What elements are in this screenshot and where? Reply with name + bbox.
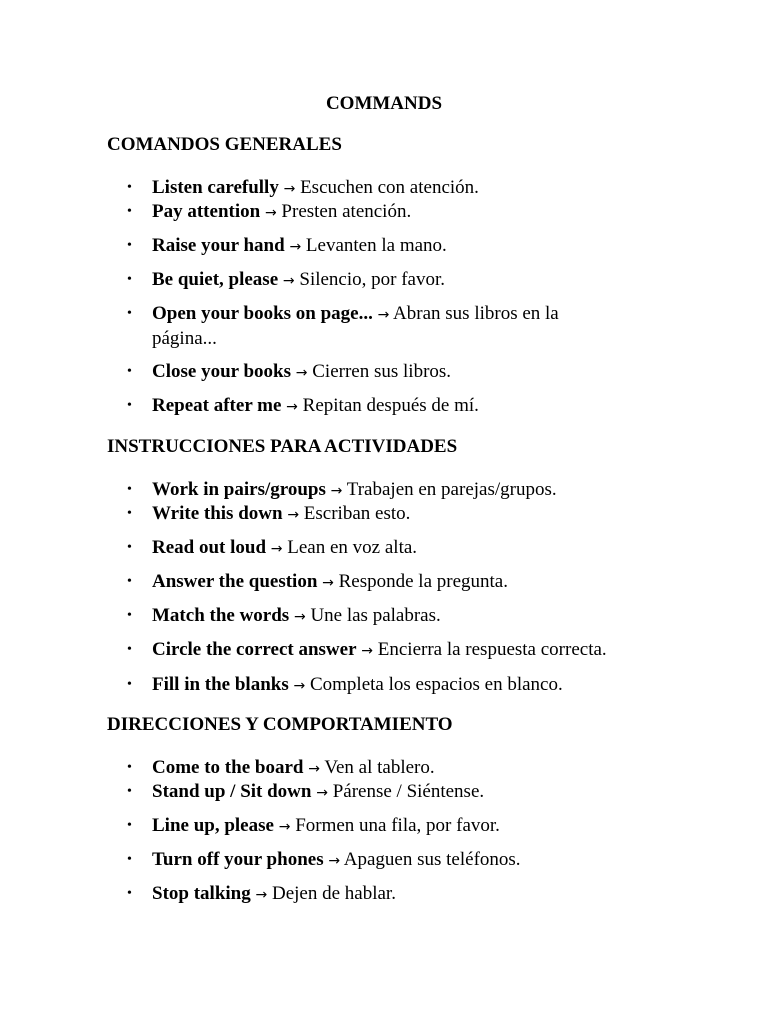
command-spanish: Cierren sus libros. [312,361,452,382]
command-spanish: Apaguen sus teléfonos. [343,849,521,870]
bullet: • [127,204,132,219]
arrow-icon: → [289,239,302,255]
document-title: COMMANDS [325,93,443,114]
command-english: Pay attention [152,201,261,222]
command-english: Fill in the blanks [152,674,289,695]
bullet: • [127,677,132,692]
bullet: • [127,238,132,253]
command-spanish: Escriban esto. [303,503,411,524]
command-english: Read out loud [152,537,267,558]
command-spanish: Lean en voz alta. [287,537,418,558]
command-spanish: Repitan después de mí. [302,395,479,416]
bullet: • [127,180,132,195]
bullet: • [127,642,132,657]
command-english: Turn off your phones [152,849,324,870]
command-spanish: Trabajen en parejas/grupos. [346,479,557,500]
bullet: • [127,364,132,379]
section-heading-activities: INSTRUCCIONES PARA ACTIVIDADES [107,436,458,457]
arrow-icon: → [278,819,291,835]
command-english: Come to the board [152,757,304,778]
arrow-icon: → [255,887,268,903]
command-spanish: Responde la pregunta. [338,571,508,592]
arrow-icon: → [295,365,308,381]
command-spanish: Escuchen con atención. [300,177,479,198]
command-spanish: Silencio, por favor. [299,269,446,290]
bullet: • [127,760,132,775]
command-spanish: Completa los espacios en blanco. [309,674,563,695]
section-heading-general: COMANDOS GENERALES [107,134,342,155]
command-english: Repeat after me [152,395,282,416]
bullet: • [127,574,132,589]
arrow-icon: → [308,761,320,777]
bullet: • [127,272,132,287]
arrow-icon: → [270,541,283,557]
command-english: Match the words [152,605,290,626]
arrow-icon: → [283,181,296,197]
command-spanish: Levanten la mano. [305,235,447,256]
arrow-icon: → [377,307,390,323]
bullet: • [127,608,132,623]
command-spanish: Encierra la respuesta correcta. [377,639,607,660]
arrow-icon: → [264,205,277,221]
command-spanish: Formen una fila, por favor. [295,815,500,836]
bullet: • [127,886,132,901]
arrow-icon: → [293,678,306,694]
command-english: Listen carefully [152,177,279,198]
section-heading-behavior: DIRECCIONES Y COMPORTAMIENTO [107,714,453,735]
arrow-icon: → [287,507,300,523]
command-spanish: Ven al tablero. [324,757,435,778]
command-english: Stop talking [152,883,251,904]
command-english: Circle the correct answer [152,639,357,660]
arrow-icon: → [286,399,298,415]
arrow-icon: → [316,785,328,801]
bullet: • [127,784,132,799]
arrow-icon: → [328,853,341,869]
command-english: Write this down [152,503,283,524]
command-english: Work in pairs/groups [152,479,326,500]
command-english: Close your books [152,361,292,382]
command-spanish: Abran sus libros en la página... [152,303,559,349]
bullet: • [127,482,132,497]
command-spanish: Une las palabras. [310,605,441,626]
bullet: • [127,398,132,413]
arrow-icon: → [322,575,334,591]
bullet: • [127,852,132,867]
command-english: Line up, please [152,815,274,836]
command-spanish: Párense / Siéntense. [332,781,485,802]
bullet: • [127,540,132,555]
command-english: Raise your hand [152,235,285,256]
command-english: Be quiet, please [152,269,279,290]
command-english: Stand up / Sit down [152,781,312,802]
command-spanish: Dejen de hablar. [271,883,396,904]
arrow-icon: → [282,273,295,289]
bullet: • [127,818,132,833]
command-english: Answer the question [152,571,318,592]
arrow-icon: → [293,609,306,625]
command-english: Open your books on page... [152,303,373,324]
arrow-icon: → [361,643,373,659]
bullet: • [127,306,132,321]
bullet: • [127,506,132,521]
arrow-icon: → [330,483,343,499]
command-spanish: Presten atención. [281,201,412,222]
